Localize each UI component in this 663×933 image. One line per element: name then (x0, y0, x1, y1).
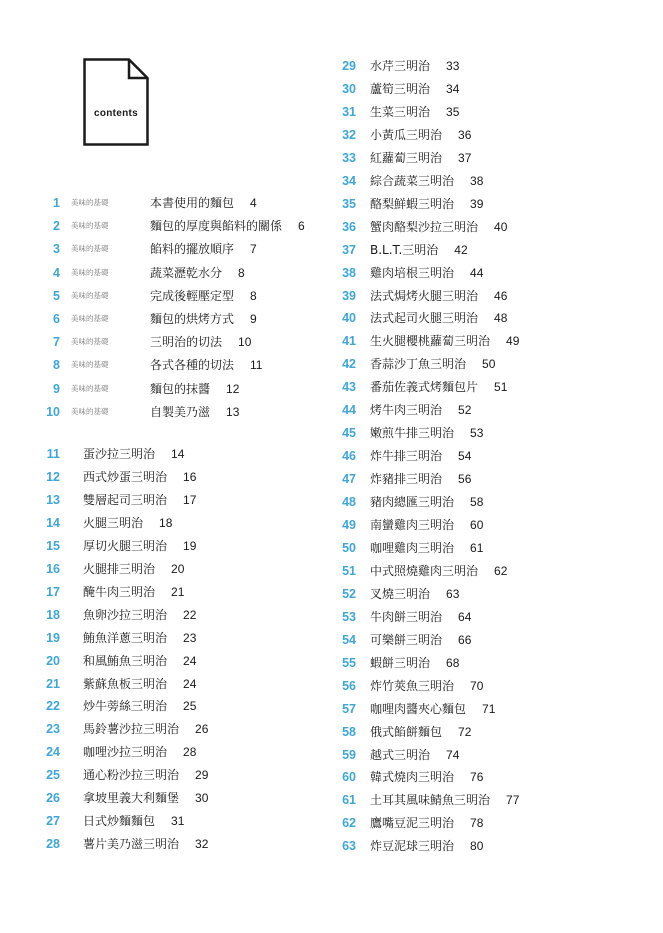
entry-title: 自製美乃滋 (150, 404, 211, 419)
entry-number: 52 (342, 586, 356, 601)
entry-title-row (83, 742, 196, 762)
entry-number: 28 (46, 837, 60, 852)
entry-page: 34 (446, 81, 460, 96)
entry-title-row (83, 513, 172, 533)
entry-title-row (150, 286, 257, 306)
entry-page: 40 (494, 219, 508, 234)
entry-title-row (370, 171, 483, 191)
entry-number: 21 (46, 676, 60, 691)
entry-title-row (370, 217, 507, 237)
entry-number: 26 (46, 791, 60, 806)
entry-title: 紫蘇魚板三明治 (83, 676, 168, 691)
entry-page: 53 (470, 426, 484, 441)
entry-number: 46 (342, 449, 356, 464)
entry-title-row (370, 630, 471, 650)
entry-title: 番茄佐義式烤麵包片 (370, 380, 479, 395)
entry-page: 32 (195, 837, 209, 852)
entry-title-row (83, 834, 208, 854)
entry-number: 12 (46, 469, 60, 484)
entry-page: 19 (183, 538, 197, 553)
entry-title: 咖哩雞肉三明治 (370, 540, 455, 555)
entry-title-row (370, 561, 507, 581)
entry-title: 拿坡里義大利麵堡 (83, 791, 180, 806)
entry-number: 3 (53, 242, 60, 257)
entry-page: 68 (446, 655, 460, 670)
entry-number: 31 (342, 104, 356, 119)
entry-number: 6 (53, 312, 60, 326)
entry-title-row (83, 490, 196, 510)
entry-title: 生菜三明治 (370, 104, 431, 119)
entry-page: 72 (458, 724, 472, 739)
entry-title: 法式焗烤火腿三明治 (370, 288, 479, 303)
entry-title-row (370, 400, 471, 420)
entry-page: 54 (458, 449, 472, 464)
entry-title-row (370, 308, 507, 328)
entry-title: 炸竹莢魚三明治 (370, 678, 455, 693)
entry-title: 通心粉沙拉三明治 (83, 768, 180, 783)
entry-page: 7 (250, 242, 257, 257)
entry-title-row (83, 651, 196, 671)
entry-title-row (370, 263, 483, 283)
entry-title: 鮪魚洋蔥三明治 (83, 630, 168, 645)
entry-title: 法式起司火腿三明治 (370, 311, 479, 326)
entry-title-row (83, 467, 196, 487)
entry-page: 33 (446, 59, 460, 73)
entry-number: 45 (342, 426, 356, 441)
entry-page: 66 (458, 632, 472, 647)
entry-title: 魚卵沙拉三明治 (83, 607, 168, 622)
contents-label: contents (93, 108, 139, 119)
entry-page: 49 (506, 334, 520, 349)
entry-title: 各式各種的切法 (150, 358, 235, 373)
entry-title-row (370, 492, 483, 512)
entry-number: 19 (46, 630, 60, 645)
entry-number: 33 (342, 150, 356, 165)
entry-title-row (370, 469, 471, 489)
entry-number: 62 (342, 816, 356, 831)
entry-page: 42 (454, 242, 468, 257)
entry-title: 叉燒三明治 (370, 586, 431, 601)
entry-title-row (370, 584, 459, 604)
entry-title: 厚切火腿三明治 (83, 538, 168, 553)
entry-title: 酪梨鮮蝦三明治 (370, 196, 455, 211)
entry-title: 蔬菜瀝乾水分 (150, 265, 223, 280)
entry-category: 美味的基礎 (71, 198, 109, 207)
entry-page: 35 (446, 104, 460, 119)
entry-title: 豬肉總匯三明治 (370, 495, 455, 510)
entry-page: 9 (250, 312, 257, 326)
entry-title-row (150, 332, 251, 352)
entry-title-row (370, 56, 459, 76)
entry-page: 58 (470, 495, 484, 510)
entry-number: 56 (342, 678, 356, 693)
entry-page: 37 (458, 150, 472, 165)
entry-page: 14 (171, 447, 185, 461)
entry-category: 美味的基礎 (71, 383, 109, 393)
entry-title: 越式三明治 (370, 747, 431, 762)
entry-title: 韓式燒肉三明治 (370, 770, 455, 785)
entry-category: 美味的基礎 (71, 314, 109, 323)
entry-title-row (370, 790, 519, 810)
entry-number: 37 (342, 242, 356, 257)
entry-title-row (370, 446, 471, 466)
entry-number: 22 (46, 699, 60, 714)
entry-title-row (370, 515, 483, 535)
entry-page: 13 (226, 404, 240, 419)
entry-number: 60 (342, 770, 356, 785)
entry-title-row (370, 286, 507, 306)
entry-number: 25 (46, 768, 60, 783)
entry-title-row (150, 239, 257, 259)
entry-page: 39 (470, 196, 484, 211)
entry-title: 烤牛肉三明治 (370, 403, 443, 418)
entry-number: 53 (342, 609, 356, 624)
entry-title: 麵包的厚度與餡料的關係 (150, 219, 283, 234)
entry-category: 美味的基礎 (71, 406, 109, 416)
entry-title: 完成後輕壓定型 (150, 288, 235, 303)
entry-title: 牛肉餅三明治 (370, 609, 443, 624)
entry-title-row (370, 813, 483, 833)
entry-title: 蛋沙拉三明治 (83, 447, 156, 461)
entry-number: 9 (53, 381, 60, 396)
entry-number: 20 (46, 653, 60, 668)
entry-page: 63 (446, 586, 460, 601)
entry-title: 俄式餡餅麵包 (370, 724, 443, 739)
entry-page: 25 (183, 699, 197, 714)
entry-number: 4 (53, 265, 60, 280)
entry-category: 美味的基礎 (71, 290, 109, 300)
entry-title-row (370, 102, 459, 122)
entry-number: 24 (46, 745, 60, 760)
entry-title: 雙層起司三明治 (83, 492, 168, 507)
entry-number: 42 (342, 357, 356, 372)
entry-title: 綜合蔬菜三明治 (370, 173, 455, 188)
entry-title: 水芹三明治 (370, 59, 431, 73)
entry-number: 2 (53, 219, 60, 234)
entry-title-row (150, 309, 257, 329)
entry-title: 蟹肉酪梨沙拉三明治 (370, 219, 479, 234)
entry-category: 美味的基礎 (71, 267, 109, 277)
entry-title: 中式照燒雞肉三明治 (370, 563, 479, 578)
entry-number: 13 (46, 492, 60, 507)
entry-number: 30 (342, 81, 356, 96)
entry-title: 炒牛蒡絲三明治 (83, 699, 168, 714)
entry-title-row (370, 767, 483, 787)
entry-number: 40 (342, 311, 356, 326)
entry-title: 紅蘿蔔三明治 (370, 150, 443, 165)
entry-category: 美味的基礎 (71, 244, 109, 254)
entry-number: 18 (46, 607, 60, 622)
entry-number: 61 (342, 793, 356, 808)
entry-page: 29 (195, 768, 209, 783)
entry-page: 8 (238, 265, 245, 280)
entry-page: 22 (183, 607, 197, 622)
basics-list (42, 193, 322, 423)
entry-page: 71 (482, 701, 496, 716)
entry-title: 醃牛肉三明治 (83, 584, 156, 599)
entry-title-row (370, 423, 483, 443)
entry-number: 59 (342, 747, 356, 762)
entry-title-row (370, 194, 483, 214)
entry-title: 麵包的烘烤方式 (150, 312, 235, 326)
entry-title-row (370, 148, 471, 168)
entry-title-row (370, 377, 507, 397)
entry-number: 47 (342, 472, 356, 487)
entry-title: 餡料的擺放順序 (150, 242, 235, 257)
entry-title: 咖哩肉醬夾心麵包 (370, 701, 467, 716)
entry-page: 62 (494, 563, 508, 578)
recipe-list-left (42, 444, 292, 854)
entry-number: 48 (342, 495, 356, 510)
entry-title: 本書使用的麵包 (150, 196, 235, 210)
entry-page: 18 (159, 515, 173, 530)
entry-number: 8 (53, 358, 60, 373)
entry-page: 11 (250, 358, 263, 373)
entry-title: 馬鈴薯沙拉三明治 (83, 722, 180, 737)
entry-page: 76 (470, 770, 484, 785)
entry-title: 蝦餅三明治 (370, 655, 431, 670)
entry-number: 16 (46, 561, 60, 576)
entry-number: 27 (46, 814, 60, 829)
entry-number: 1 (53, 196, 60, 210)
entry-page: 16 (183, 469, 197, 484)
entry-page: 24 (183, 653, 197, 668)
entry-number: 57 (342, 701, 356, 716)
entry-title: 炸豆泥球三明治 (370, 839, 455, 854)
entry-number: 58 (342, 724, 356, 739)
entry-page: 70 (470, 678, 484, 693)
entry-number: 38 (342, 265, 356, 280)
entry-title: 南蠻雞肉三明治 (370, 518, 455, 532)
entry-number: 15 (46, 538, 60, 553)
entry-number: 51 (342, 563, 356, 578)
entry-number: 29 (342, 59, 356, 73)
entry-number: 49 (342, 518, 356, 532)
entry-page: 8 (250, 288, 257, 303)
entry-number: 5 (53, 288, 60, 303)
entry-number: 35 (342, 196, 356, 211)
entry-page: 21 (171, 584, 185, 599)
entry-page: 28 (183, 745, 197, 760)
entry-title: 咖哩沙拉三明治 (83, 745, 168, 760)
entry-title-row (370, 676, 483, 696)
entry-title-row (370, 653, 459, 673)
entry-title-row (83, 605, 196, 625)
entry-title-row (370, 607, 471, 627)
entry-title-row (370, 836, 483, 856)
entry-number: 54 (342, 632, 356, 647)
entry-title: 三明治的切法 (150, 335, 223, 350)
entry-page: 61 (470, 540, 484, 555)
entry-title: 日式炒麵麵包 (83, 814, 156, 829)
entry-number: 34 (342, 173, 356, 188)
entry-category: 美味的基礎 (71, 337, 109, 347)
entry-number: 39 (342, 288, 356, 303)
entry-title: 薯片美乃滋三明治 (83, 837, 180, 852)
entry-page: 46 (494, 288, 508, 303)
entry-title: 火腿排三明治 (83, 561, 156, 576)
entry-page: 74 (446, 747, 460, 762)
recipe-list-right (338, 56, 638, 856)
entry-page: 12 (226, 381, 240, 396)
entry-page: 31 (171, 814, 185, 829)
entry-title-row (83, 559, 184, 579)
entry-title-row (83, 811, 184, 831)
entry-title-row (83, 696, 196, 716)
entry-title: 生火腿櫻桃蘿蔔三明治 (370, 334, 491, 349)
entry-page: 51 (494, 380, 508, 395)
document-icon (83, 58, 149, 146)
entry-title-row (150, 193, 257, 213)
entry-title: 和風鮪魚三明治 (83, 653, 168, 668)
entry-page: 50 (482, 357, 496, 372)
entry-title-row (370, 745, 459, 765)
entry-page: 52 (458, 403, 472, 418)
entry-title-row (370, 354, 495, 374)
entry-title-row (370, 240, 468, 260)
entry-number: 55 (342, 655, 356, 670)
entry-title: 雞肉培根三明治 (370, 265, 455, 280)
entry-number: 43 (342, 380, 356, 395)
document-outline (83, 58, 149, 146)
entry-page: 56 (458, 472, 472, 487)
entry-page: 38 (470, 173, 484, 188)
entry-title-row (370, 79, 459, 99)
entry-number: 7 (53, 335, 60, 350)
entry-number: 63 (342, 839, 356, 854)
entry-title: 火腿三明治 (83, 515, 144, 530)
entry-title: 炸牛排三明治 (370, 449, 443, 464)
entry-page: 24 (183, 676, 197, 691)
entry-page: 10 (238, 335, 252, 350)
entry-page: 48 (494, 311, 508, 326)
entry-title-row (83, 788, 208, 808)
entry-title-row (370, 722, 471, 742)
entry-page: 26 (195, 722, 209, 737)
entry-title-row (83, 444, 184, 464)
entry-title: 香蒜沙丁魚三明治 (370, 357, 467, 372)
entry-title-row (83, 674, 196, 694)
entry-page: 4 (250, 196, 257, 210)
entry-page: 60 (470, 518, 484, 532)
entry-category: 美味的基礎 (71, 360, 109, 370)
entry-page: 36 (458, 127, 472, 142)
entry-title-row (150, 402, 239, 422)
entry-title-row (150, 216, 305, 236)
entry-page: 6 (298, 219, 305, 234)
entry-title: 西式炒蛋三明治 (83, 469, 168, 484)
entry-number: 44 (342, 403, 356, 418)
entry-title-row (370, 125, 471, 145)
entry-title: 土耳其風味鯖魚三明治 (370, 793, 491, 808)
entry-category: 美味的基礎 (71, 221, 109, 231)
entry-page: 78 (470, 816, 484, 831)
entry-title: 鷹嘴豆泥三明治 (370, 816, 455, 831)
entry-title: 麵包的抹醬 (150, 381, 211, 396)
entry-title-row (150, 355, 262, 375)
entry-number: 11 (46, 447, 60, 461)
entry-title-row (83, 582, 184, 602)
entry-number: 41 (342, 334, 356, 349)
entry-number: 50 (342, 540, 356, 555)
entry-page: 77 (506, 793, 520, 808)
entry-title-row (83, 719, 208, 739)
entry-title: B.L.T.三明治 (370, 242, 439, 257)
entry-title: 嫩煎牛排三明治 (370, 426, 455, 441)
entry-title: 炸豬排三明治 (370, 472, 443, 487)
entry-page: 44 (470, 265, 484, 280)
entry-title-row (370, 331, 519, 351)
entry-title-row (150, 379, 239, 399)
entry-title-row (370, 699, 495, 719)
entry-page: 30 (195, 791, 209, 806)
entry-page: 23 (183, 630, 197, 645)
entry-number: 36 (342, 219, 356, 234)
entry-title: 小黃瓜三明治 (370, 127, 443, 142)
entry-number: 23 (46, 722, 60, 737)
entry-title-row (83, 536, 196, 556)
entry-number: 10 (46, 404, 60, 419)
entry-title: 可樂餅三明治 (370, 632, 443, 647)
entry-number: 14 (46, 515, 60, 530)
entry-number: 17 (46, 584, 60, 599)
entry-title-row (370, 538, 483, 558)
entry-page: 80 (470, 839, 484, 854)
entry-page: 64 (458, 609, 472, 624)
entry-page: 17 (183, 492, 197, 507)
entry-title-row (83, 765, 208, 785)
entry-title: 蘆筍三明治 (370, 81, 431, 96)
entry-number: 32 (342, 127, 356, 142)
entry-title-row (150, 263, 245, 283)
entry-title-row (83, 628, 196, 648)
entry-page: 20 (171, 561, 185, 576)
